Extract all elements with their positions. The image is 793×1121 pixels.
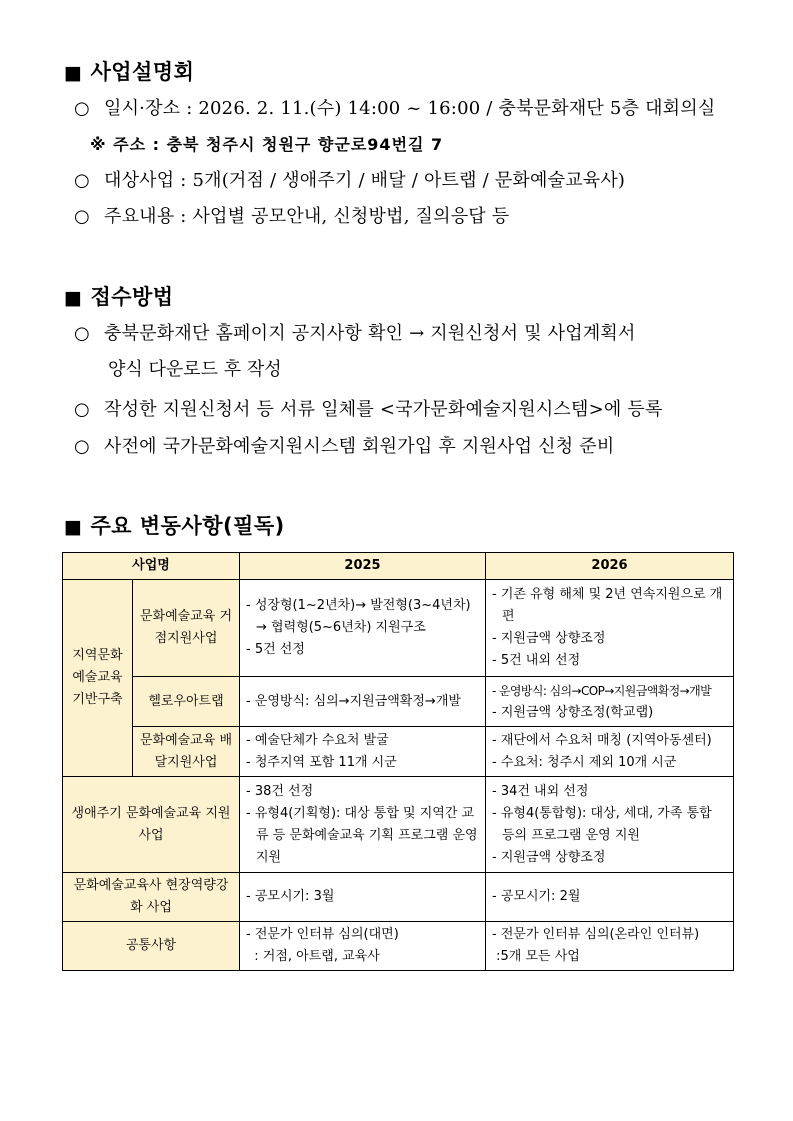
square-bullet-icon: ■ bbox=[64, 62, 83, 84]
cell-2025: - 운영방식: 심의→지원금액확정→개발 bbox=[240, 677, 486, 727]
briefing-address: ※ 주소 : 충북 청주시 청원구 향군로94번길 7 bbox=[90, 135, 444, 154]
table-row bbox=[63, 922, 734, 971]
application-step-2: 작성한 지원신청서 등 서류 일체를 <국가문화예술지원시스템>에 등록 bbox=[104, 399, 663, 420]
main-contents: 주요내용 : 사업별 공모안내, 신청방법, 질의응답 등 bbox=[104, 206, 510, 227]
section-title-text: 사업설명회 bbox=[90, 60, 195, 84]
section-title-application bbox=[64, 281, 174, 311]
table-row bbox=[63, 777, 734, 873]
row-name: 헬로우아트랩 bbox=[133, 677, 240, 727]
row-name: 생애주기 문화예술교육 지원사업 bbox=[63, 777, 240, 873]
application-step-3: 사전에 국가문화예술지원시스템 회원가입 후 지원사업 신청 준비 bbox=[104, 436, 615, 457]
list-item bbox=[74, 395, 663, 421]
header-2025: 2025 bbox=[240, 553, 486, 580]
cell-2026: - 전문가 인터뷰 심의(온라인 인터뷰) :5개 모든 사업 bbox=[486, 922, 734, 971]
table-row bbox=[63, 580, 734, 677]
header-2026: 2026 bbox=[486, 553, 734, 580]
application-step-1-cont: 양식 다운로드 후 작성 bbox=[108, 359, 282, 380]
table-row bbox=[63, 727, 734, 777]
square-bullet-icon: ■ bbox=[64, 516, 83, 538]
row-name: 공통사항 bbox=[63, 922, 240, 971]
cell-2026: - 기존 유형 해체 및 2년 연속지원으로 개편 - 지원금액 상향조정 - 5건 내외 선정 bbox=[486, 580, 734, 677]
changes-table bbox=[62, 552, 734, 971]
section-title-text: 접수방법 bbox=[90, 285, 174, 309]
section-title-changes bbox=[64, 510, 285, 540]
list-item bbox=[74, 432, 614, 458]
list-item bbox=[74, 202, 509, 228]
circle-bullet-icon: ○ bbox=[74, 323, 90, 344]
circle-bullet-icon: ○ bbox=[74, 98, 90, 119]
briefing-datetime: 일시·장소 : 2026. 2. 11.(수) 14:00 ~ 16:00 / 충북문화재단 5층 대회의실 bbox=[104, 98, 716, 119]
cell-2026: - 운영방식: 심의→COP→지원금액확정→개발 - 지원금액 상향조정(학교랩) bbox=[486, 677, 734, 727]
table-header-row bbox=[63, 553, 734, 580]
cell-2026: - 34건 내외 선정 - 유형4(통합형): 대상, 세대, 가족 통합 등의 프로그램 운영 지원 - 지원금액 상향조정 bbox=[486, 777, 734, 873]
list-item bbox=[74, 94, 715, 120]
circle-bullet-icon: ○ bbox=[74, 206, 90, 227]
circle-bullet-icon: ○ bbox=[74, 170, 90, 191]
cell-2025: - 공모시기: 3월 bbox=[240, 873, 486, 922]
header-program: 사업명 bbox=[63, 553, 240, 580]
cell-2025: - 예술단체가 수요처 발굴 - 청주지역 포함 11개 시군 bbox=[240, 727, 486, 777]
row-name: 문화예술교육 거점지원사업 bbox=[133, 580, 240, 677]
row-name: 문화예술교육 배달지원사업 bbox=[133, 727, 240, 777]
table-row bbox=[63, 873, 734, 922]
square-bullet-icon: ■ bbox=[64, 287, 83, 309]
cell-2026: - 공모시기: 2월 bbox=[486, 873, 734, 922]
list-item bbox=[74, 166, 625, 192]
circle-bullet-icon: ○ bbox=[74, 399, 90, 420]
section-title-briefing bbox=[64, 56, 194, 86]
circle-bullet-icon: ○ bbox=[74, 436, 90, 457]
row-name: 문화예술교육사 현장역량강화 사업 bbox=[63, 873, 240, 922]
cell-2025: - 38건 선정 - 유형4(기획형): 대상 통합 및 지역간 교류 등 문화예술교육 기획 프로그램 운영 지원 bbox=[240, 777, 486, 873]
table-row bbox=[63, 677, 734, 727]
cell-2025: - 전문가 인터뷰 심의(대면) : 거점, 아트랩, 교육사 bbox=[240, 922, 486, 971]
cell-2026: - 재단에서 수요처 매칭 (지역아동센터) - 수요처: 청주시 제외 10개 시군 bbox=[486, 727, 734, 777]
target-programs: 대상사업 : 5개(거점 / 생애주기 / 배달 / 아트랩 / 문화예술교육사) bbox=[104, 170, 626, 191]
cell-2025: - 성장형(1~2년차)→ 발전형(3~4년차) → 협력형(5~6년차) 지원구조 - 5건 선정 bbox=[240, 580, 486, 677]
list-item bbox=[74, 319, 636, 345]
section-title-text: 주요 변동사항(필독) bbox=[90, 514, 285, 538]
application-step-1: 충북문화재단 홈페이지 공지사항 확인 → 지원신청서 및 사업계획서 bbox=[104, 323, 636, 344]
group-label: 지역문화 예술교육 기반구축 bbox=[63, 580, 133, 777]
